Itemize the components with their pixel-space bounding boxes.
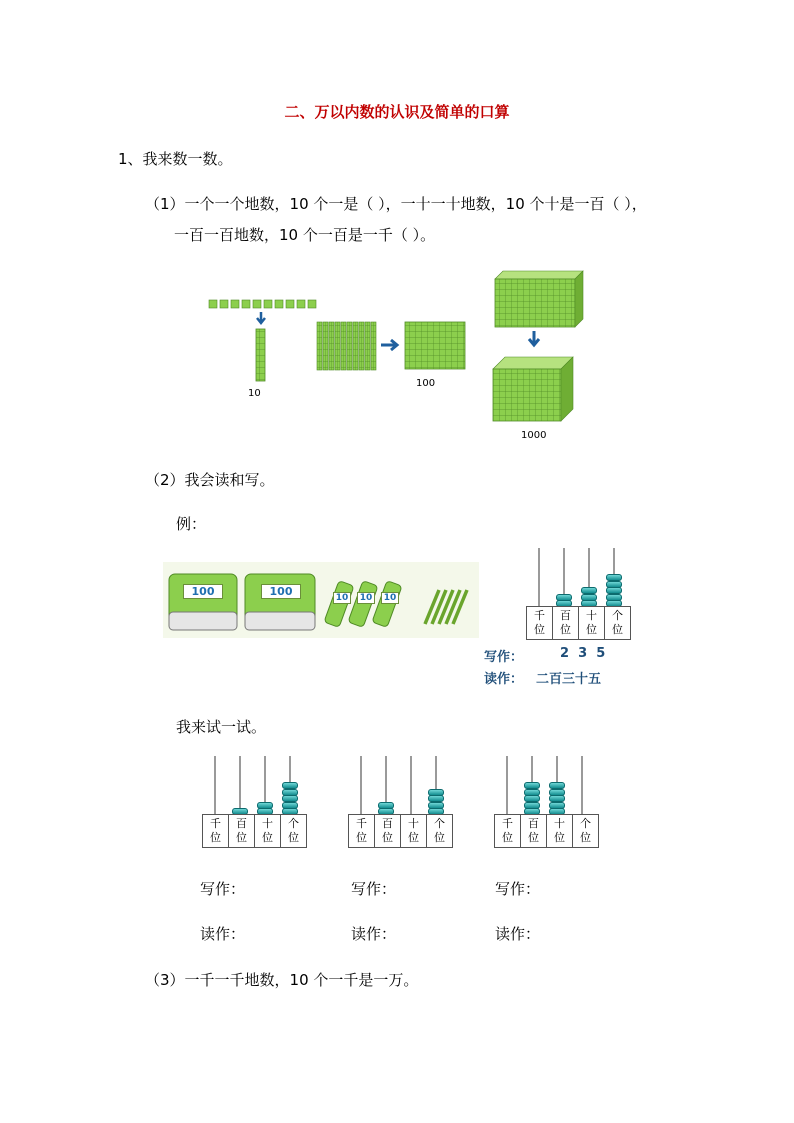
arrow-right-icon [381,340,397,350]
abacus-bead [428,789,444,796]
read-answer-2[interactable]: 读作： [351,925,397,943]
abacus-bead [606,581,622,588]
example-abacus [526,548,630,640]
bundle-tag: 10 [357,592,375,604]
part-2-heading: （2）我会读和写。 [145,471,275,489]
place-value-cell: 千 位 [526,606,553,640]
hundred-flat [405,322,465,369]
hundred-bundle [169,574,237,630]
write-answer-1[interactable]: 写作： [200,880,246,898]
abacus-bead [524,802,540,809]
label-thousand: 1000 [521,430,547,441]
abacus-bead [282,789,298,796]
flats-stack [495,271,583,327]
write-answer-3[interactable]: 写作： [495,880,541,898]
abacus-bead [524,795,540,802]
bundle-tag: 100 [261,584,301,599]
read-answer-3[interactable]: 读作： [495,925,541,943]
question-1-heading: 1、我来数一数。 [118,150,233,168]
abacus-bead [581,594,597,601]
place-value-cell: 个 位 [604,606,631,640]
abacus-bead [549,789,565,796]
ten-rods [317,322,376,370]
single-sticks [425,590,467,624]
place-value-labels [202,814,306,848]
place-value-cell: 百 位 [520,814,547,848]
place-value-labels [494,814,598,848]
abacus-bead [581,587,597,594]
place-value-cell: 个 位 [426,814,453,848]
abacus-rod [581,756,583,814]
abacus-bead [606,574,622,581]
bundle-tag: 10 [333,592,351,604]
exercise-abacus-3 [494,756,598,848]
place-value-cell: 十 位 [546,814,573,848]
place-value-cell: 千 位 [348,814,375,848]
write-answer-2[interactable]: 写作： [351,880,397,898]
read-answer-1[interactable]: 读作： [200,925,246,943]
arrow-down-icon [529,331,539,345]
bundle-tag: 100 [183,584,223,599]
place-value-cell: 百 位 [228,814,255,848]
base-ten-blocks-figure [205,265,595,450]
abacus-bead [524,782,540,789]
abacus-bead [524,789,540,796]
example-label: 例： [176,515,207,533]
exercise-abacus-1 [202,756,306,848]
place-value-cell: 百 位 [374,814,401,848]
abacus-bead [257,802,273,809]
abacus-bead [549,795,565,802]
abacus-bead [606,594,622,601]
try-label: 我来试一试。 [176,718,267,736]
place-value-cell: 个 位 [280,814,307,848]
hundred-bundle [245,574,315,630]
arrow-down-icon [257,312,265,323]
exercise-abacus-2 [348,756,452,848]
part-3-text: （3）一千一千地数，10 个一千是一万。 [145,971,419,989]
abacus-bead [428,802,444,809]
unit-cubes [209,300,316,308]
abacus-rod [239,756,241,814]
ten-rod [256,329,265,381]
abacus-rod [214,756,216,814]
place-value-cell: 十 位 [578,606,605,640]
abacus-bead [282,782,298,789]
abacus-rod [360,756,362,814]
abacus-bead [606,587,622,594]
abacus-bead [282,795,298,802]
place-value-cell: 个 位 [572,814,599,848]
place-value-cell: 百 位 [552,606,579,640]
abacus-rod [538,548,540,606]
place-value-cell: 十 位 [254,814,281,848]
example-read-value: 二百三十五 [536,672,602,687]
abacus-bead [549,802,565,809]
place-value-cell: 十 位 [400,814,427,848]
bundle-tag: 10 [381,592,399,604]
thousand-cube [493,357,573,421]
abacus-bead [378,802,394,809]
place-value-labels [348,814,452,848]
page-title: 二、万以内数的认识及简单的口算 [284,103,510,121]
part-1-line-2: 一百一百地数，10 个一百是一千（ ）。 [174,226,436,244]
example-write-label: 写作： [484,650,524,665]
abacus-bead [549,782,565,789]
example-read-label: 读作： [484,672,524,687]
place-value-cell: 千 位 [494,814,521,848]
label-ten: 10 [248,388,261,399]
abacus-bead [282,802,298,809]
part-1-line-1: （1）一个一个地数，10 个一是（ ），一十一十地数，10 个十是一百（ ）， [145,195,647,213]
sticks-bundles-picture [163,562,479,638]
abacus-rod [410,756,412,814]
place-value-cell: 千 位 [202,814,229,848]
abacus-bead [556,594,572,601]
abacus-bead [428,795,444,802]
label-hundred: 100 [416,378,436,389]
example-write-value: 2 3 5 [560,646,606,661]
abacus-rod [506,756,508,814]
place-value-labels [526,606,630,640]
